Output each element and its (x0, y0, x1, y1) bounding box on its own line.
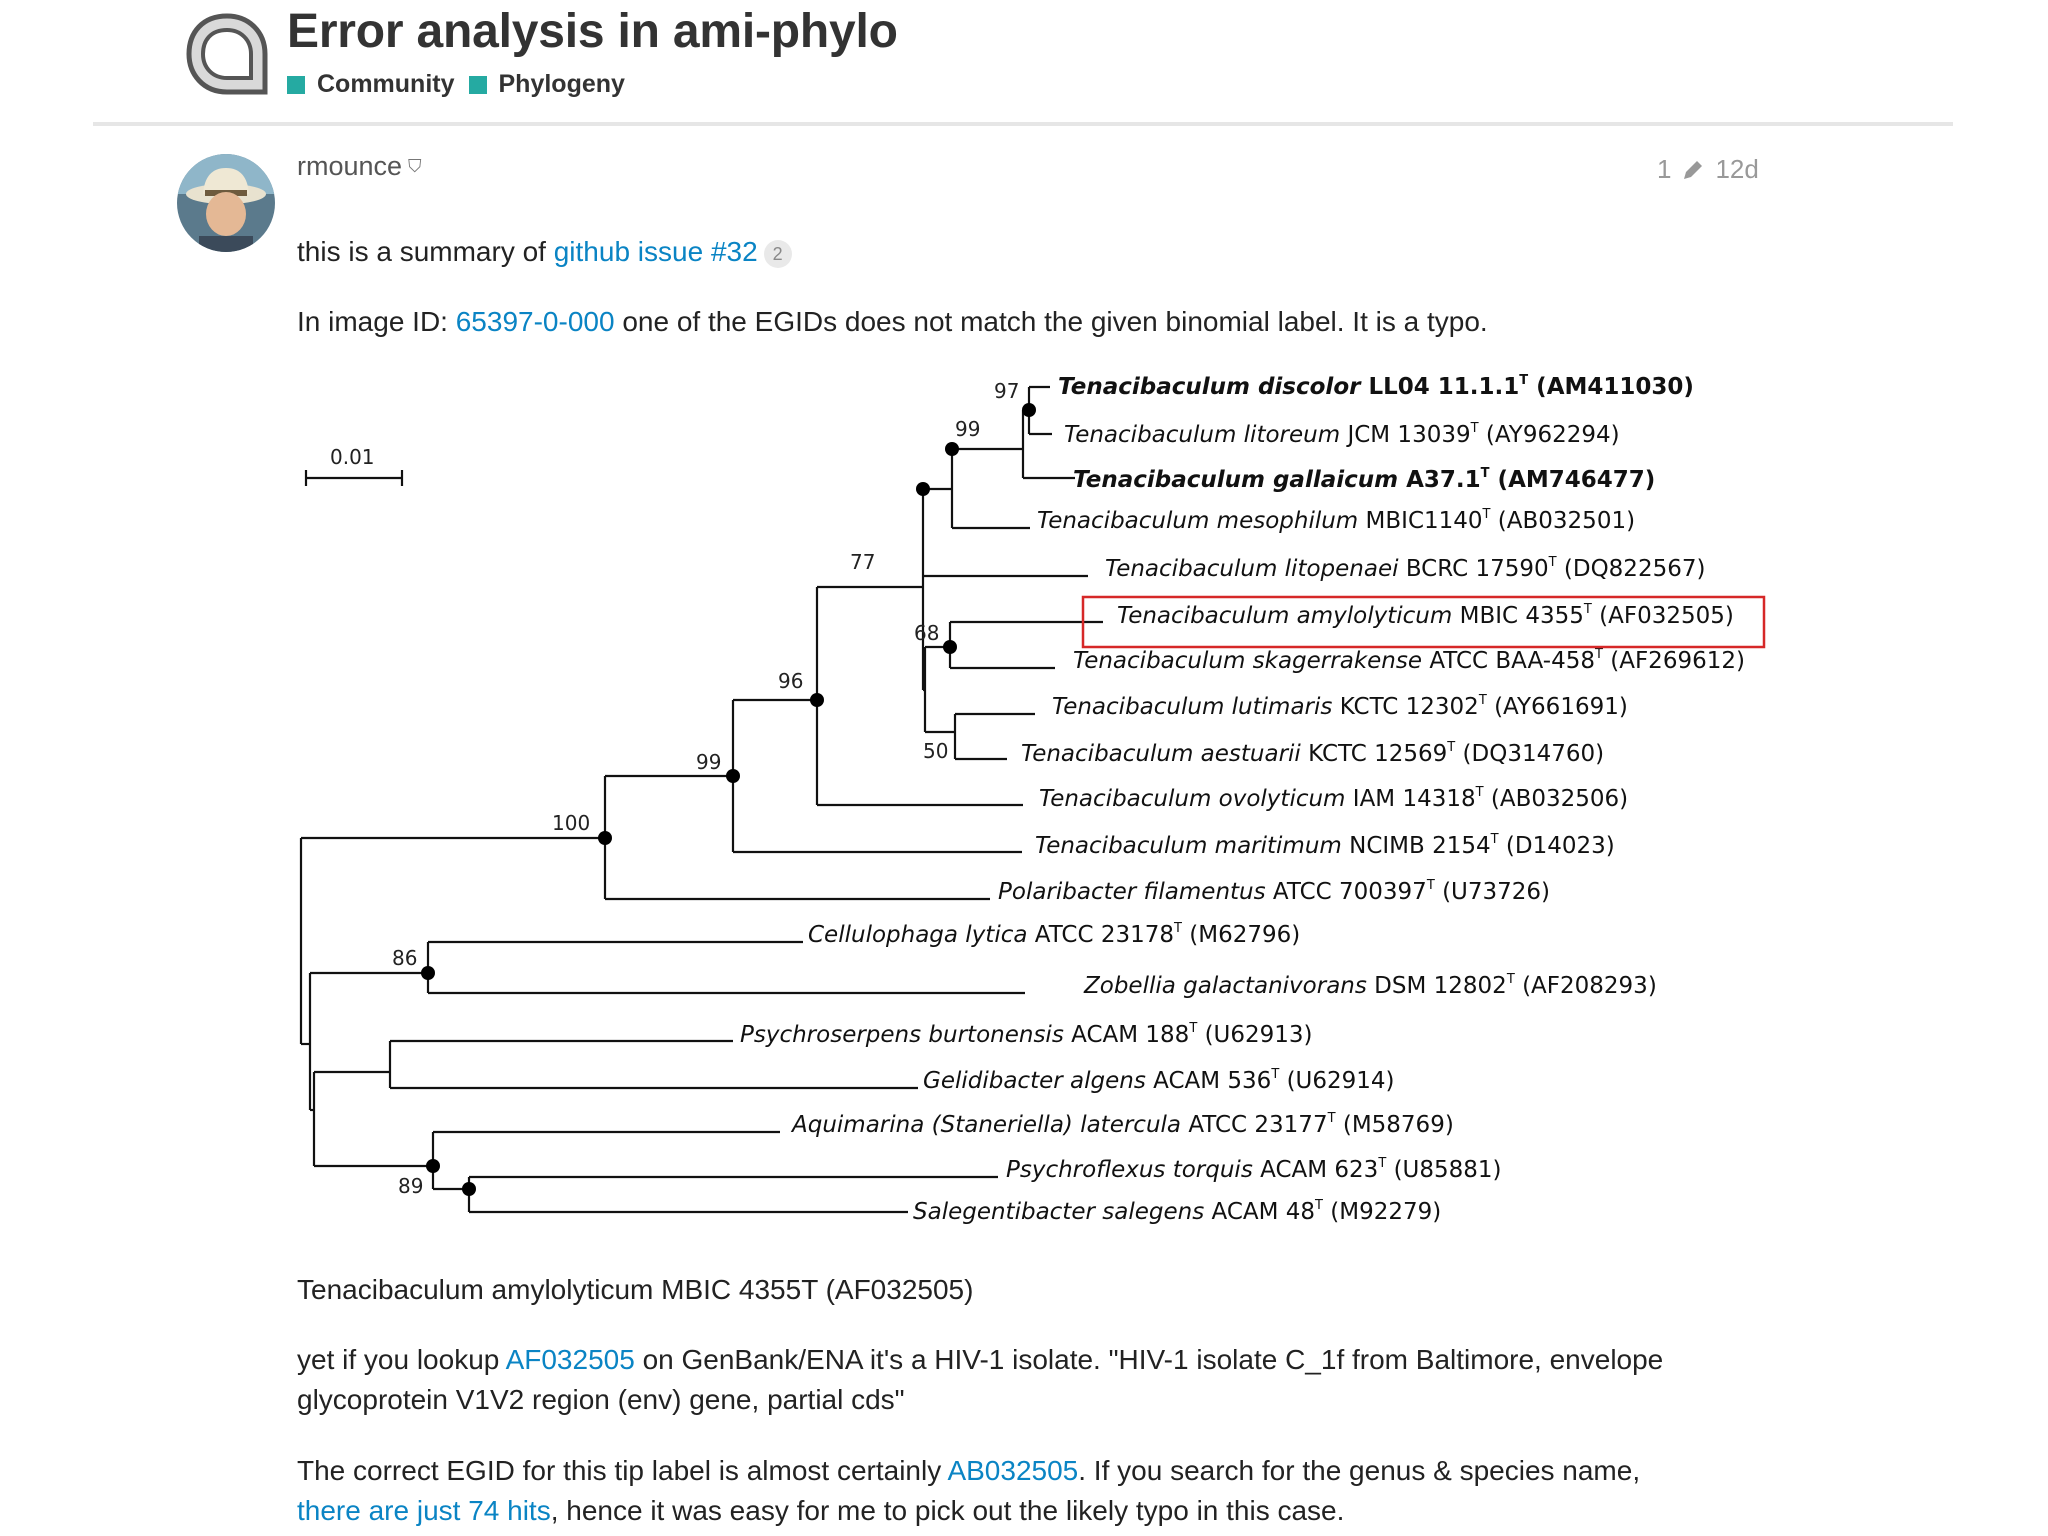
search-hits-link[interactable]: there are just 74 hits (297, 1495, 551, 1526)
scale-bar-label: 0.01 (330, 445, 375, 469)
category-label: Community (317, 70, 455, 98)
bootstrap-label: 50 (923, 739, 949, 763)
username[interactable] (297, 151, 422, 182)
intro-text: this is a summary of (297, 236, 554, 267)
post-intro (297, 232, 792, 272)
header-divider (93, 122, 1953, 126)
bootstrap-label: 96 (778, 669, 804, 693)
egid-line2-suffix: , hence it was easy for me to pick out the likely typo in this case. (550, 1495, 1345, 1526)
bootstrap-label: 77 (850, 550, 876, 574)
category-phylogeny[interactable] (469, 70, 625, 99)
moderator-shield-icon: ⛉ (408, 156, 422, 176)
tip-label: Polaribacter filamentus ATCC $700397^T$ (U73726) (998, 878, 1551, 905)
bootstrap-label: 68 (914, 621, 940, 645)
tip-label: Tenacibaculum aestuarii KCTC $12569^T$ (DQ314760) (1021, 740, 1605, 767)
image-id-suffix: one of the EGIDs does not match the given binomial label. It is a typo. (614, 306, 1488, 337)
post-age[interactable]: 12d (1715, 154, 1759, 184)
bootstrap-label: 99 (696, 750, 722, 774)
pencil-icon[interactable] (1681, 158, 1705, 182)
category-label: Phylogeny (498, 70, 625, 98)
bootstrap-label: 86 (392, 946, 418, 970)
bootstrap-label: 97 (994, 379, 1020, 403)
image-id-prefix: In image ID: (297, 306, 456, 337)
edit-count[interactable]: 1 (1657, 154, 1672, 184)
quoted-tip-label: Tenacibaculum amylolyticum MBIC 4355T (AF032505) (297, 1274, 974, 1305)
tip-labels (740, 373, 1745, 1225)
tip-label: Cellulophaga lytica ATCC $23178^T$ (M62796) (808, 921, 1301, 948)
post-image-id-line (297, 302, 1488, 342)
bootstrap-label: 100 (552, 811, 591, 835)
tip-label: Tenacibaculum mesophilum $MBIC1140^T$ (AB032501) (1037, 507, 1636, 534)
topic-title[interactable]: Error analysis in ami-phylo (287, 5, 898, 58)
tip-label: Tenacibaculum lutimaris KCTC $12302^T$ (AY661691) (1052, 693, 1628, 720)
egid-prefix: The correct EGID for this tip label is almost certainly (297, 1455, 948, 1486)
tip-label: Tenacibaculum ovolyticum IAM $14318^T$ (AB032506) (1039, 785, 1629, 812)
genbank-prefix: yet if you lookup (297, 1344, 506, 1375)
post-genbank-paragraph (297, 1340, 1663, 1420)
tip-label: Salegentibacter salegens ACAM $48^T$ (M92279) (913, 1198, 1442, 1225)
tip-label: Psychroflexus torquis ACAM $623^T$ (U85881) (1006, 1156, 1502, 1183)
tip-label: Tenacibaculum skagerrakense ATCC BAA-$458^T$ (AF269612) (1073, 647, 1745, 674)
tip-label: Tenacibaculum gallaicum $A37.1^T$ (AM746477) (1073, 466, 1656, 493)
tip-label: Tenacibaculum amylolyticum MBIC $4355^T$ (AF032505) (1117, 602, 1734, 629)
genbank-line2: glycoprotein V1V2 region (env) gene, partial cds" (297, 1384, 905, 1415)
link-click-count-badge: 2 (764, 240, 792, 268)
post-correct-egid-paragraph (297, 1451, 1640, 1531)
category-color-swatch (287, 76, 305, 94)
egid-suffix: . If you search for the genus & species name, (1078, 1455, 1641, 1486)
genbank-suffix: on GenBank/ENA it's a HIV-1 isolate. "HIV-1 isolate C_1f from Baltimore, envelope (634, 1344, 1664, 1375)
username-text: rmounce (297, 151, 403, 181)
af032505-link[interactable]: AF032505 (505, 1344, 635, 1375)
avatar-image (177, 154, 275, 252)
tip-label: Zobellia galactanivorans DSM $12802^T$ (AF208293) (1084, 972, 1657, 999)
image-id-link[interactable]: 65397-0-000 (455, 306, 615, 337)
tip-label: Tenacibaculum litoreum JCM $13039^T$ (AY962294) (1064, 421, 1620, 448)
tip-label: Psychroserpens burtonensis ACAM $188^T$ (U62913) (740, 1021, 1313, 1048)
github-issue-link[interactable]: github issue #32 (553, 236, 758, 267)
avatar[interactable] (177, 154, 275, 252)
scale-bar (306, 445, 402, 486)
tip-label: Gelidibacter algens ACAM $536^T$ (U62914) (923, 1067, 1395, 1094)
bootstrap-label: 99 (955, 417, 981, 441)
post-meta (1657, 154, 1759, 185)
tip-label: Tenacibaculum litopenaei BCRC $17590^T$ (DQ822567) (1105, 555, 1706, 582)
tip-label: Aquimarina (Staneriella) latercula ATCC $23177^T$ (M58769) (792, 1111, 1454, 1138)
bootstrap-label: 89 (398, 1174, 424, 1198)
phylogenetic-tree-image (280, 360, 1780, 1250)
forum-logo-icon[interactable] (183, 12, 271, 98)
category-color-swatch (469, 76, 487, 94)
tip-label: Tenacibaculum maritimum NCIMB $2154^T$ (D14023) (1035, 832, 1615, 859)
ab032505-link[interactable]: AB032505 (947, 1455, 1079, 1486)
tip-label: Tenacibaculum discolor LL04 $11.1.1^T$ (AM411030) (1058, 373, 1694, 400)
category-community[interactable] (287, 70, 455, 99)
category-list (287, 70, 625, 99)
